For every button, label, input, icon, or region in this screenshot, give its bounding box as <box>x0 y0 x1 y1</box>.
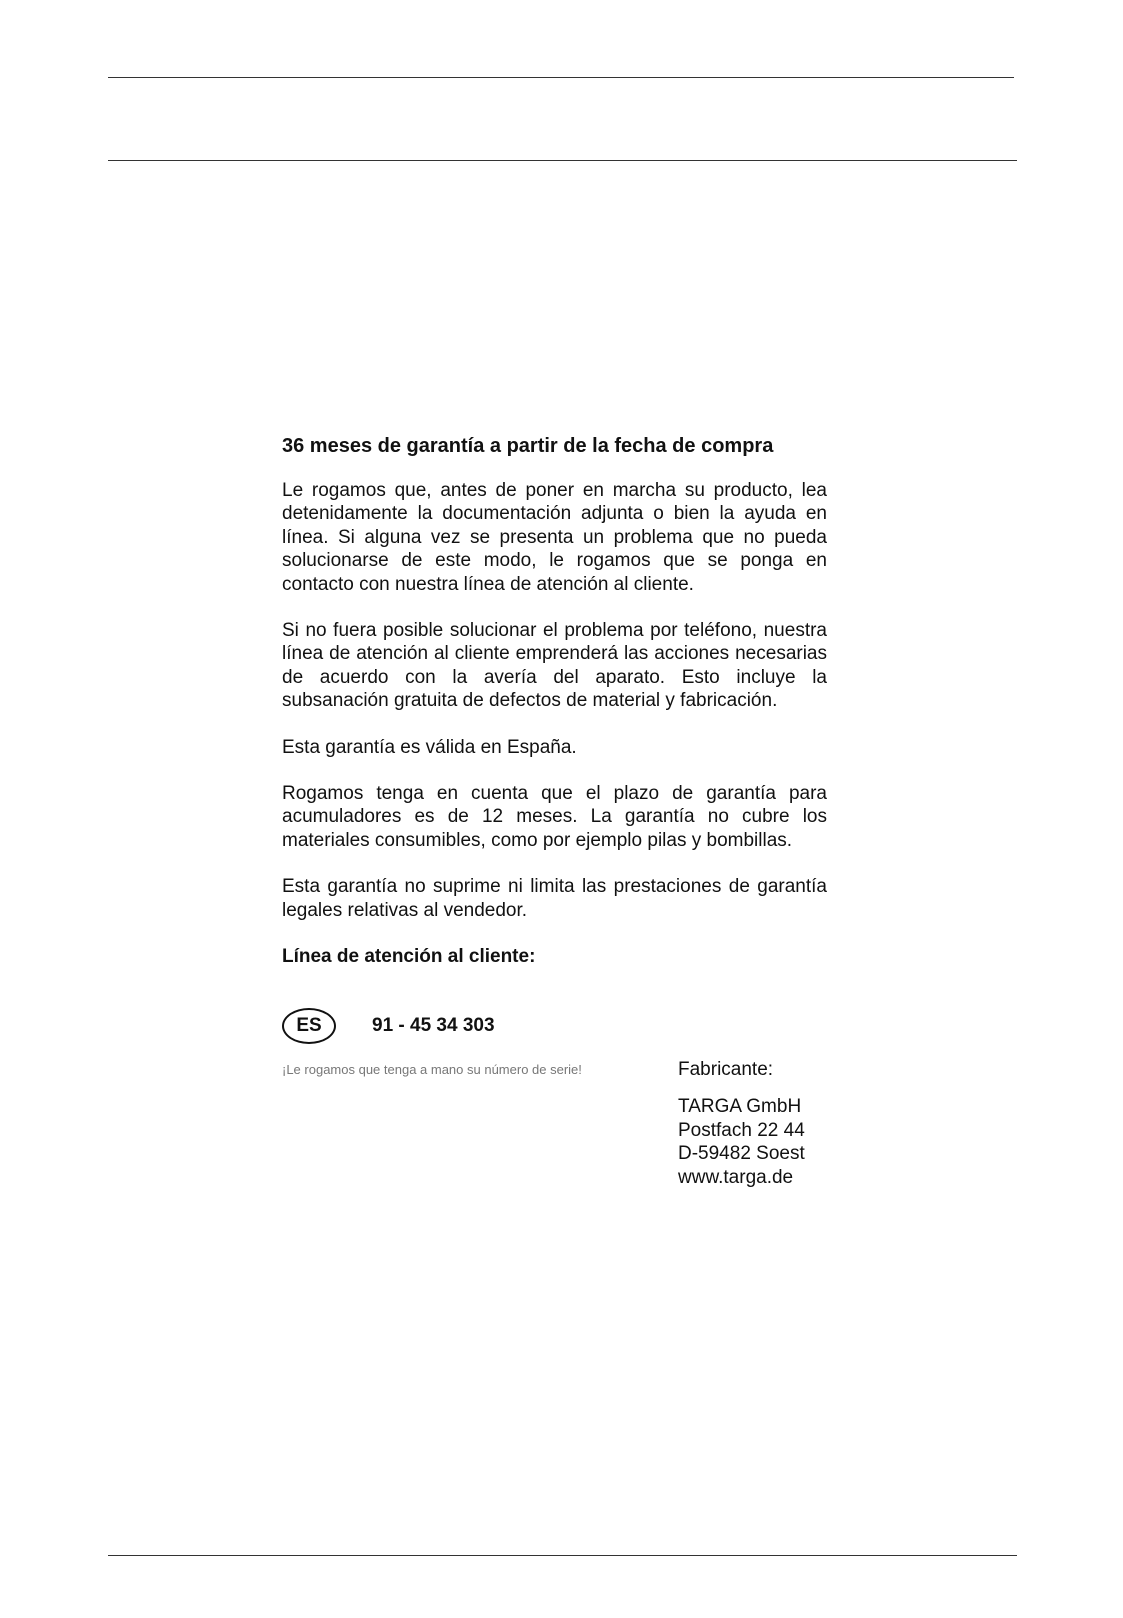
header-divider <box>108 160 1017 161</box>
top-divider <box>108 77 1014 78</box>
country-badge: ES <box>282 1008 336 1044</box>
warranty-content <box>282 433 827 969</box>
manufacturer-block <box>678 1058 805 1189</box>
hotline-phone: 91 - 45 34 303 <box>372 1015 495 1036</box>
manufacturer-label: Fabricante: <box>678 1059 774 1080</box>
battery-paragraph: Rogamos tenga en cuenta que el plazo de garantía para acumuladores es de 12 meses. La garantía no cubre los materiales consumibles, como por ejemplo pilas y bombillas. <box>282 783 827 851</box>
legal-paragraph: Esta garantía no suprime ni limita las prestaciones de garantía legales relativas al vendedor. <box>282 876 827 921</box>
support-paragraph: Si no fuera posible solucionar el problema por teléfono, nuestra línea de atención al cliente emprenderá las acciones necesarias de acuerdo con la avería del aparato. Esto incluye la subsanación gratuita de defectos de material y fabricación. <box>282 620 827 712</box>
manufacturer-address: Postfach 22 44 <box>678 1119 805 1141</box>
footer-divider <box>108 1555 1017 1556</box>
validity-paragraph: Esta garantía es válida en España. <box>282 736 577 758</box>
intro-paragraph: Le rogamos que, antes de poner en marcha su producto, lea detenidamente la documentación adjunta o bien la ayuda en línea. Si alguna vez se presenta un problema que no pueda solucionarse de este modo, le rogamos que se ponga en contacto con nuestra línea de atención al cliente. <box>282 480 827 595</box>
manufacturer-name: TARGA GmbH <box>678 1096 802 1118</box>
hotline-label: Línea de atención al cliente: <box>282 946 536 968</box>
hotline-row <box>282 1007 495 1045</box>
manufacturer-website[interactable]: www.targa.de <box>678 1166 794 1188</box>
serial-number-note: ¡Le rogamos que tenga a mano su número de serie! <box>282 1062 582 1077</box>
manufacturer-city: D-59482 Soest <box>678 1143 805 1165</box>
warranty-heading: 36 meses de garantía a partir de la fecha de compra <box>282 435 774 457</box>
